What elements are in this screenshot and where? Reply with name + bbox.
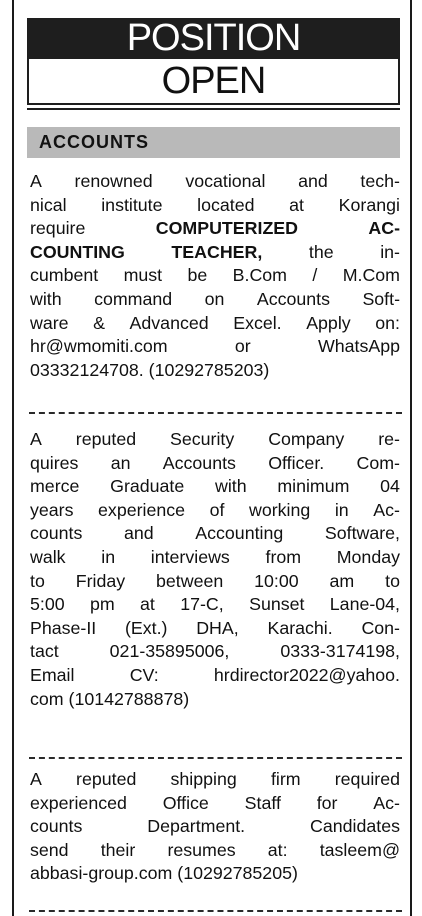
ad-word: at: bbox=[267, 839, 288, 860]
ad-word: WhatsApp bbox=[317, 336, 400, 357]
ad-word: cumbent bbox=[30, 265, 99, 286]
ad-text-line bbox=[30, 428, 400, 452]
ad-word: in- bbox=[380, 241, 400, 262]
ad-word: renowned bbox=[74, 171, 153, 191]
ad-word: for bbox=[316, 792, 338, 813]
ad-word: between bbox=[156, 570, 224, 591]
ad-word: CV: bbox=[129, 664, 159, 685]
ad-text-line bbox=[30, 217, 400, 241]
ad-word: Office bbox=[162, 792, 209, 813]
ad-word: hrdirector2022@yahoo. bbox=[213, 664, 400, 685]
ad-text-line bbox=[30, 546, 400, 570]
ad-word: from bbox=[265, 546, 302, 567]
ad-word: tasleem@ bbox=[319, 839, 400, 860]
ad-word: required bbox=[334, 769, 400, 789]
ad-word: experienced bbox=[30, 792, 127, 813]
ad-word: Monday bbox=[336, 546, 400, 567]
ad-word: counts bbox=[30, 816, 83, 837]
ad-word: require bbox=[30, 218, 86, 239]
ad-text-line bbox=[30, 570, 400, 594]
ad-word: Soft- bbox=[362, 288, 400, 309]
ad-word: B.Com bbox=[232, 265, 287, 286]
ad-word: interviews bbox=[150, 546, 230, 567]
ad-word: am bbox=[329, 570, 355, 591]
ad-text-line bbox=[30, 264, 400, 288]
ad-text-line bbox=[30, 170, 400, 194]
ad-word: in bbox=[334, 499, 349, 520]
ad-word: and bbox=[124, 523, 154, 544]
ad-text-line bbox=[30, 499, 400, 523]
ad-word: firm bbox=[270, 769, 301, 789]
ad-word: Con- bbox=[361, 617, 400, 638]
ad-word: A bbox=[30, 429, 42, 449]
ad-word: to bbox=[385, 570, 400, 591]
ad-word: must bbox=[123, 265, 163, 286]
ad-word: 5:00 bbox=[30, 594, 65, 615]
ad-word: minimum bbox=[277, 476, 350, 497]
ad-word: Company bbox=[268, 429, 345, 449]
ad-text-line bbox=[30, 640, 400, 664]
ad-word: an bbox=[110, 452, 131, 473]
ad-word: Lane-04, bbox=[329, 594, 400, 615]
ad-word: experience bbox=[98, 499, 186, 520]
ad-word: Officer. bbox=[268, 452, 325, 473]
ad-word: / bbox=[312, 265, 318, 286]
ad-word: 10:00 bbox=[254, 570, 299, 591]
ad-word: quires bbox=[30, 452, 79, 473]
ad-word: counts bbox=[30, 523, 83, 544]
ad-word: to bbox=[30, 570, 45, 591]
ad-word: be bbox=[187, 265, 208, 286]
ad-word: Candidates bbox=[310, 816, 400, 837]
ad-word: on bbox=[204, 288, 225, 309]
ad-text-line bbox=[30, 815, 400, 839]
dashed-divider bbox=[29, 757, 402, 759]
ad-word: or bbox=[234, 336, 251, 357]
ad-word: command bbox=[94, 288, 173, 309]
ad-word: A bbox=[30, 769, 42, 789]
ad-text-line bbox=[30, 288, 400, 312]
ad-word: A bbox=[30, 171, 42, 191]
ad-word: Friday bbox=[75, 570, 126, 591]
ad-word: Apply bbox=[306, 312, 351, 333]
ad-word: Advanced bbox=[129, 312, 209, 333]
ad-word: send bbox=[30, 839, 69, 860]
ad-word: with bbox=[214, 476, 247, 497]
divider bbox=[27, 108, 400, 110]
page-title-open: OPEN bbox=[27, 59, 400, 105]
ad-text-line bbox=[30, 593, 400, 617]
ad-text-line bbox=[30, 862, 400, 886]
ad-word: nical bbox=[30, 194, 67, 215]
ad-word: Excel. bbox=[233, 312, 282, 333]
ad-word: COUNTING bbox=[30, 241, 125, 262]
ad-word: hr@wmomiti.com bbox=[30, 336, 168, 357]
ad-word: vocational bbox=[185, 171, 266, 191]
ad-word: their bbox=[100, 839, 136, 860]
ad-word: DHA, bbox=[196, 617, 239, 638]
ad-text-line bbox=[30, 241, 400, 265]
ad-text-line bbox=[30, 522, 400, 546]
ad-word: com (10142788878) bbox=[30, 688, 190, 709]
ad-text-line bbox=[30, 617, 400, 641]
ad-word: shipping bbox=[170, 769, 237, 789]
ad-word: merce bbox=[30, 476, 80, 497]
ad-word: resumes bbox=[167, 839, 236, 860]
ad-word: Software, bbox=[324, 523, 400, 544]
ad-word: of bbox=[209, 499, 225, 520]
ad-word: at bbox=[140, 594, 155, 615]
section-heading-accounts: ACCOUNTS bbox=[27, 127, 400, 158]
ad-word: reputed bbox=[75, 429, 137, 449]
ad-word: 03332124708. (10292785203) bbox=[30, 359, 270, 380]
ad-word: Ac- bbox=[373, 499, 400, 520]
ad-text-line bbox=[30, 839, 400, 863]
ad-word: Security bbox=[170, 429, 235, 449]
ad-word: with bbox=[30, 288, 62, 309]
ad-word: Com- bbox=[356, 452, 400, 473]
ad-word: Sunset bbox=[249, 594, 305, 615]
ad-word: the bbox=[308, 241, 334, 262]
ad-word: Phase-II bbox=[30, 617, 97, 638]
ad-word: Graduate bbox=[110, 476, 185, 497]
ad-word: walk bbox=[30, 546, 66, 567]
ad-word: institute bbox=[101, 194, 163, 215]
ad-text-line bbox=[30, 475, 400, 499]
ad-word: M.Com bbox=[342, 265, 400, 286]
ad-word: and bbox=[298, 171, 328, 191]
ad-word: tech- bbox=[360, 171, 400, 191]
ad-word: 04 bbox=[380, 476, 400, 497]
ad-word: on: bbox=[375, 312, 400, 333]
ad-word: Korangi bbox=[338, 194, 400, 215]
ad-word: at bbox=[289, 194, 305, 215]
ad-word: pm bbox=[89, 594, 115, 615]
ad-text-line bbox=[30, 664, 400, 688]
ad-word: Karachi. bbox=[267, 617, 333, 638]
ad-word: & bbox=[93, 312, 105, 333]
ad-word: AC- bbox=[368, 218, 400, 239]
ad-word: Accounts bbox=[162, 452, 236, 473]
ad-word: Department. bbox=[147, 816, 246, 837]
ad-text-line bbox=[30, 768, 400, 792]
ad-word: working bbox=[249, 499, 311, 520]
ad-word: Ac- bbox=[373, 792, 400, 813]
ad-listing-3 bbox=[30, 768, 400, 886]
ad-listing-2 bbox=[30, 428, 400, 711]
ad-word: COMPUTERIZED bbox=[155, 218, 298, 239]
ad-text-line bbox=[30, 792, 400, 816]
ad-word: 17-C, bbox=[180, 594, 224, 615]
dashed-divider bbox=[29, 910, 402, 912]
ad-text-line bbox=[30, 335, 400, 359]
ad-word: Accounting bbox=[195, 523, 284, 544]
ad-word: TEACHER, bbox=[171, 241, 263, 262]
ad-word: located bbox=[197, 194, 255, 215]
ad-text-line bbox=[30, 688, 400, 712]
ad-word: 0333-3174198, bbox=[280, 641, 400, 662]
ad-word: re- bbox=[378, 429, 400, 449]
ad-word: reputed bbox=[76, 769, 137, 789]
page-title-position: POSITION bbox=[27, 18, 400, 59]
ad-word: in bbox=[101, 546, 116, 567]
ad-text-line bbox=[30, 452, 400, 476]
ad-word: abbasi-group.com (10292785205) bbox=[30, 863, 298, 884]
ad-text-line bbox=[30, 312, 400, 336]
ad-word: 021-35895006, bbox=[109, 641, 230, 662]
dashed-divider bbox=[29, 412, 402, 414]
ad-word: Staff bbox=[244, 792, 281, 813]
ad-word: Email bbox=[30, 664, 75, 685]
ad-text-line bbox=[30, 194, 400, 218]
ad-word: years bbox=[30, 499, 74, 520]
ad-word: ware bbox=[30, 312, 69, 333]
ad-word: Accounts bbox=[256, 288, 330, 309]
ad-word: (Ext.) bbox=[124, 617, 168, 638]
ad-listing-1 bbox=[30, 170, 400, 382]
ad-word: tact bbox=[30, 641, 59, 662]
ad-text-line bbox=[30, 359, 400, 383]
